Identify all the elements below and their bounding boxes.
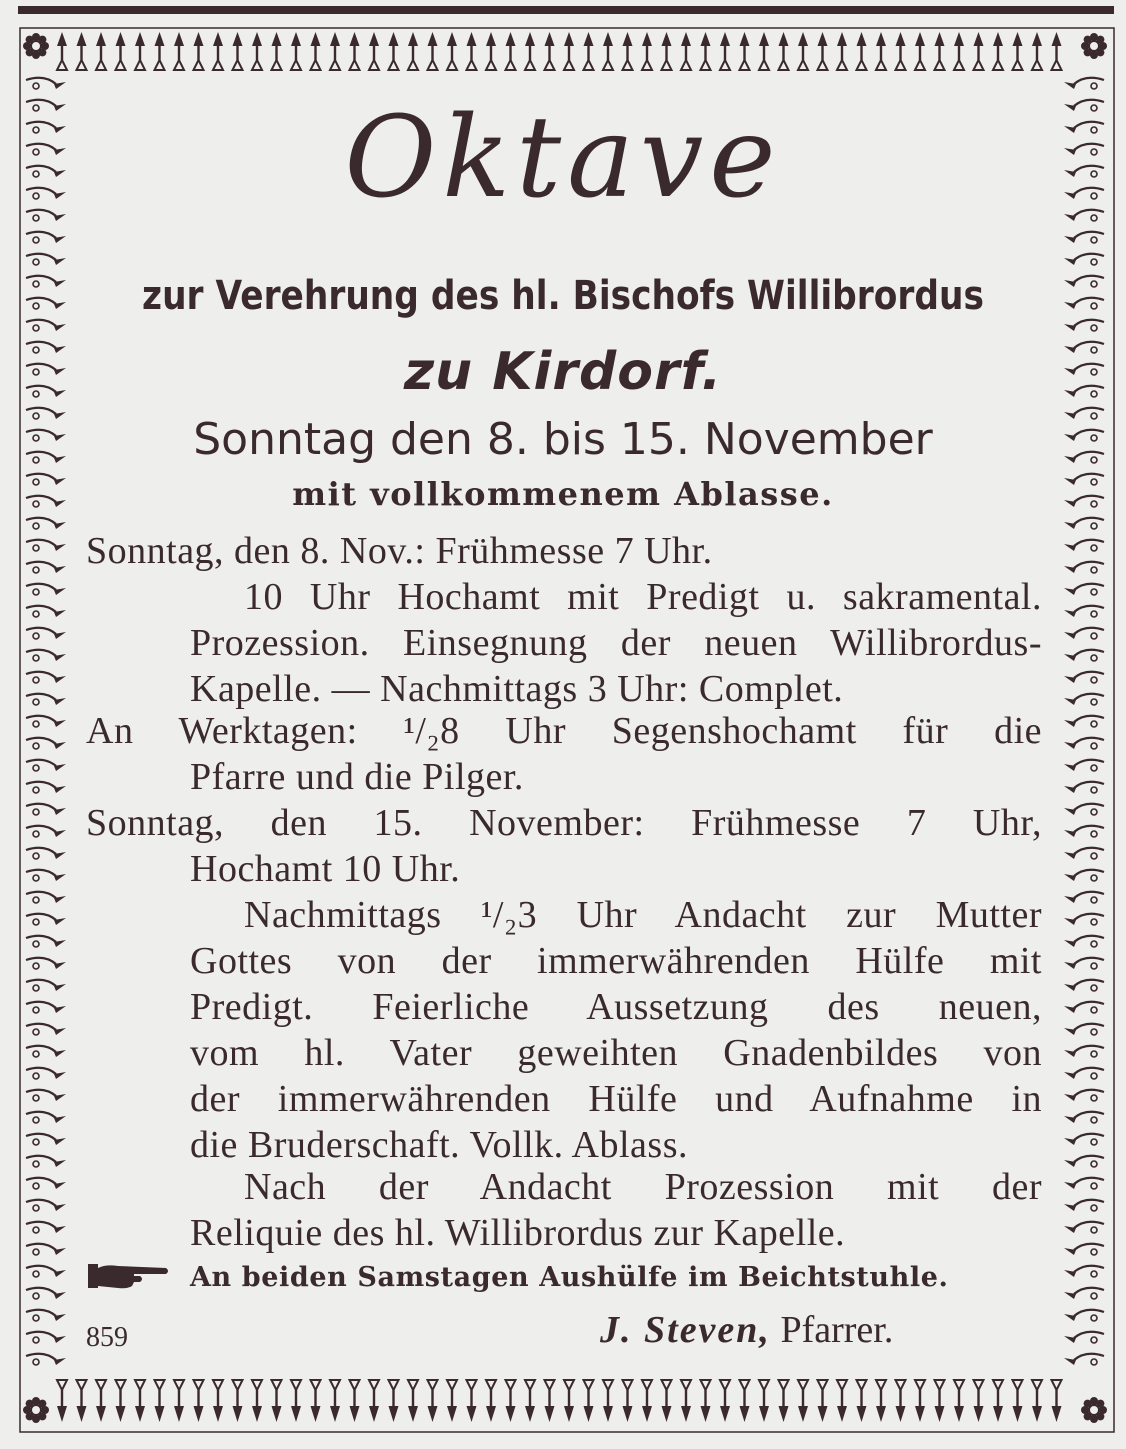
schedule-line: An Werktagen: ¹/₂8 Uhr Segenshochamt für die	[86, 710, 1042, 752]
schedule-line: Reliquie des hl. Willibrordus zur Kapelle.	[190, 1212, 846, 1254]
schedule-line: Nachmittags ¹/₂3 Uhr Andacht zur Mutter	[244, 894, 1042, 936]
notice-line: An beiden Samstagen Aushülfe im Beichtstuhle.	[190, 1262, 949, 1293]
indulgence-line: mit vollkommenem Ablasse.	[292, 475, 834, 513]
date-line: Sonntag den 8. bis 15. November	[193, 414, 933, 465]
page-title: Oktave	[344, 93, 782, 223]
place-line: zu Kirdorf.	[403, 342, 723, 402]
schedule-line: Pfarre und die Pilger.	[190, 756, 524, 798]
schedule-line: 10 Uhr Hochamt mit Predigt u. sakramental.	[244, 576, 1042, 618]
schedule-line: Hochamt 10 Uhr.	[190, 848, 461, 890]
schedule-line: der immerwährenden Hülfe und Aufnahme in	[190, 1078, 1042, 1120]
schedule-line: Prozession. Einsegnung der neuen Willibrordus-	[190, 622, 1042, 664]
pointing-hand-icon	[88, 1262, 170, 1292]
subtitle-line: zur Verehrung des hl. Bischofs Willibrordus	[142, 273, 984, 319]
schedule-line: die Bruderschaft. Vollk. Ablass.	[190, 1124, 688, 1166]
schedule-line: Kapelle. — Nachmittags 3 Uhr: Complet.	[190, 668, 844, 710]
ad-number: 859	[86, 1322, 128, 1353]
schedule-line: Sonntag, den 15. November: Frühmesse 7 Uhr,	[86, 802, 1042, 844]
schedule-line: Sonntag, den 8. Nov.: Frühmesse 7 Uhr.	[86, 530, 713, 572]
signature	[600, 1308, 893, 1352]
signature-name: J. Steven,	[600, 1309, 771, 1351]
schedule-line: vom hl. Vater geweihten Gnadenbildes von	[190, 1032, 1042, 1074]
schedule-line: Gottes von der immerwährenden Hülfe mit	[190, 940, 1042, 982]
schedule-line: Nach der Andacht Prozession mit der	[244, 1166, 1042, 1208]
signature-title: Pfarrer.	[780, 1309, 894, 1351]
schedule-line: Predigt. Feierliche Aussetzung des neuen,	[190, 986, 1042, 1028]
